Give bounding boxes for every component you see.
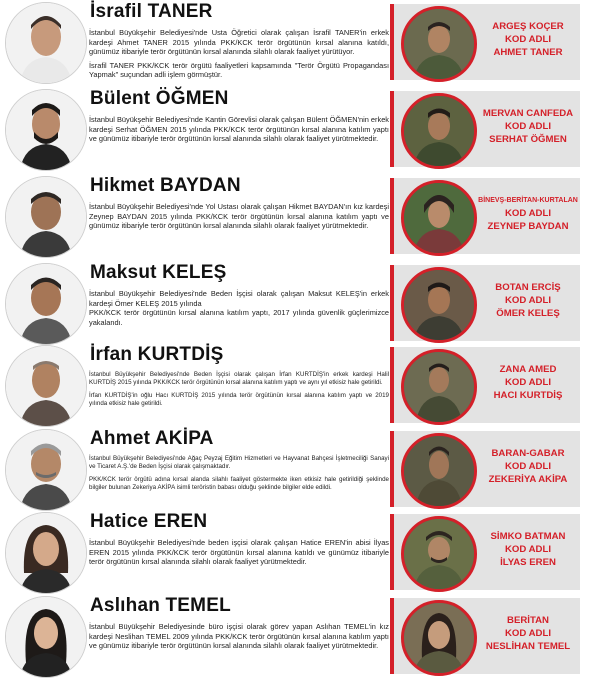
alias-photo — [401, 180, 477, 256]
description-paragraph: İsrafil TANER PKK/KCK terör örgütü faaliyetleri kapsamında "Terör Örgütü Propagandası Yapmak" suçundan adli işlem görmüştür. — [89, 60, 389, 80]
card-accent-bar — [390, 431, 394, 507]
portrait-avatar — [5, 429, 87, 511]
description-paragraph: PKK/KCK terör örgütünün kırsal alanına katılım yaptı, 2017 yılında güvenlik güçlerimizce yakalandı. — [89, 308, 389, 327]
alias-text — [478, 363, 578, 402]
person-description — [89, 371, 389, 413]
person-description — [89, 455, 389, 497]
person-description — [89, 202, 389, 235]
alias-text — [478, 530, 578, 569]
alias-codename: ZANA AMED — [499, 364, 557, 375]
portrait-avatar — [5, 89, 87, 171]
card-accent-bar — [390, 178, 394, 254]
alias-text — [478, 447, 578, 486]
alias-codename: BARAN-GABAR — [491, 448, 565, 459]
alias-codename: BİNEVŞ-BERİTAN-KURTALAN — [478, 197, 578, 204]
alias-realname: AHMET TANER — [493, 47, 563, 58]
person-row-7 — [0, 510, 600, 596]
person-name: Maksut KELEŞ — [90, 262, 227, 283]
description-paragraph: PKK/KCK terör örgütü adına kırsal alanda silahlı faaliyet göstermekte iken etkisiz hale getirildiği şeklinde bilgiler bulunan Zekeriya AKİPA isimli teröristin babası olduğu şeklinde bilgiler elde edildi. — [89, 475, 389, 492]
card-accent-bar — [390, 347, 394, 423]
card-accent-bar — [390, 265, 394, 341]
person-description — [89, 538, 389, 571]
alias-label: KOD ADLI — [504, 208, 551, 219]
description-paragraph: İstanbul Büyükşehir Belediyesi'nde Beden İşçisi olarak çalışan İrfan KURTDİŞ'in erkek kardeşi Halil KURTDİŞ 2015 yılında PKK/KCK terör örgütünün kırsal alanına katılım yaptı ve aynı yıl etkisiz hale getirildi. — [89, 371, 389, 387]
person-name: İrfan KURTDİŞ — [90, 344, 224, 365]
alias-realname: ZEKERİYA AKİPA — [488, 474, 568, 485]
portrait-avatar — [5, 176, 87, 258]
alias-photo — [401, 433, 477, 509]
person-description — [89, 622, 389, 655]
alias-label: KOD ADLI — [504, 461, 551, 472]
person-row-3 — [0, 174, 600, 260]
description-paragraph: İstanbul Büyükşehir Belediyesinde büro işçisi olarak görev yapan Aslıhan TEMEL'in kız kardeşi Neslihan TEMEL 2009 yılında PKK/KCK terör örgütünün kırsal alanına katılım yaptı ve günümüz itibariyle terör örgütünün kırsal alanında silahlı olarak faaliyet yürütmektedir. — [89, 622, 389, 651]
description-paragraph: İstanbul Büyükşehir Belediyesi'nde Beden İşçisi olarak çalışan Maksut KELEŞ'in erkek kardeşi Ömer KELEŞ 2015 yılında — [89, 289, 389, 308]
person-row-8 — [0, 594, 600, 680]
alias-label: KOD ADLI — [504, 121, 551, 132]
person-row-6 — [0, 427, 600, 513]
person-row-2 — [0, 87, 600, 173]
alias-realname: ÖMER KELEŞ — [496, 308, 560, 319]
person-name: Aslıhan TEMEL — [90, 595, 231, 616]
person-name: Ahmet AKİPA — [90, 428, 214, 449]
person-row-1 — [0, 0, 600, 86]
alias-text — [478, 194, 578, 233]
alias-photo — [401, 267, 477, 343]
alias-codename: BERİTAN — [507, 615, 549, 626]
person-row-5 — [0, 343, 600, 429]
description-paragraph: İrfan KURTDİŞ'in oğlu Hacı KURTDİŞ 2015 yılında terör örgütünün kırsal alanına katılım yaptı ve 2019 yılında etkisiz hale getirildi. — [89, 391, 389, 408]
alias-text — [478, 281, 578, 320]
person-name: İsrafil TANER — [90, 1, 213, 22]
person-name: Hatice EREN — [90, 511, 208, 532]
alias-label: KOD ADLI — [504, 295, 551, 306]
alias-label: KOD ADLI — [504, 377, 551, 388]
person-description — [89, 115, 389, 148]
alias-realname: SERHAT ÖĞMEN — [489, 134, 567, 145]
description-paragraph: İstanbul Büyükşehir Belediyesi'nde Kantin Görevlisi olarak çalışan Bülent ÖĞMEN'nin erkek kardeşi Serhat ÖĞMEN 2015 yılında PKK/KCK terör örgütünün kırsal alanına katılım yaptı ve günümüz itibariyle terör örgütünün kırsal alanında silahlı olarak faaliyet yürütmektedir. — [89, 115, 389, 144]
portrait-avatar — [5, 2, 87, 84]
alias-photo — [401, 349, 477, 425]
description-paragraph: İstanbul Büyükşehir Belediyesi'nde beden işçisi olarak çalışan Hatice EREN'in abisi İlyas EREN 2015 yılında PKK/KCK terör örgütünün kırsal alanına katıldı ve günümüz itibariyle terör örgütünün kırsal alanında silahlı olarak faaliyet yürütmektedir. — [89, 538, 389, 567]
alias-photo — [401, 600, 477, 676]
alias-realname: İLYAS EREN — [500, 557, 556, 568]
alias-realname: HACI KURTDİŞ — [493, 390, 563, 401]
portrait-avatar — [5, 263, 87, 345]
portrait-avatar — [5, 596, 87, 678]
card-accent-bar — [390, 598, 394, 674]
alias-photo — [401, 6, 477, 82]
alias-realname: ZEYNEP BAYDAN — [487, 221, 569, 232]
person-name: Hikmet BAYDAN — [90, 175, 241, 196]
alias-photo — [401, 516, 477, 592]
description-paragraph: İstanbul Büyükşehir Belediyesi'nde Ağaç Peyzaj Eğitim Hizmetleri ve Hayvanat Bahçesi İşletmeciliği Sanayi ve Ticaret A.Ş.'de Beden İşçisi olarak çalışmaktadır. — [89, 455, 389, 471]
alias-realname: NESLİHAN TEMEL — [485, 641, 571, 652]
card-accent-bar — [390, 91, 394, 167]
description-paragraph: İstanbul Büyükşehir Belediyesi'nde Yol Ustası olarak çalışan Hikmet BAYDAN'ın kız kardeşi Zeynep BAYDAN 2015 yılında PKK/KCK terör örgütünün kırsal alanına katılım yaptı ve günümüz itibariyle terör örgütünün kırsal alanında silahlı olarak faaliyet yürütmektedir. — [89, 202, 389, 231]
person-description — [89, 28, 389, 84]
person-description — [89, 289, 389, 331]
person-name: Bülent ÖĞMEN — [90, 88, 229, 109]
description-paragraph: İstanbul Büyükşehir Belediyesi'nde Usta Öğretici olarak çalışan İsrafil TANER'in erkek kardeşi Ahmet TANER 2015 yılında PKK/KCK terör örgütünün kırsal alanına katıldı, günümüz itibariyle terör örgütünün kırsal alanında silahlı olarak faaliyet yürütüyor. — [89, 28, 389, 57]
alias-photo — [401, 93, 477, 169]
portrait-avatar — [5, 512, 87, 594]
alias-codename: MERVAN CANFEDA — [482, 108, 574, 119]
alias-text — [478, 107, 578, 146]
alias-text — [478, 20, 578, 59]
portrait-avatar — [5, 345, 87, 427]
card-accent-bar — [390, 4, 394, 80]
alias-label: KOD ADLI — [504, 628, 551, 639]
alias-text — [478, 614, 578, 653]
alias-codename: BOTAN ERCİŞ — [495, 282, 561, 293]
alias-label: KOD ADLI — [504, 544, 551, 555]
alias-codename: ARGEŞ KOÇER — [492, 21, 564, 32]
alias-codename: SİMKO BATMAN — [490, 531, 566, 542]
alias-label: KOD ADLI — [504, 34, 551, 45]
person-row-4 — [0, 261, 600, 347]
card-accent-bar — [390, 514, 394, 590]
